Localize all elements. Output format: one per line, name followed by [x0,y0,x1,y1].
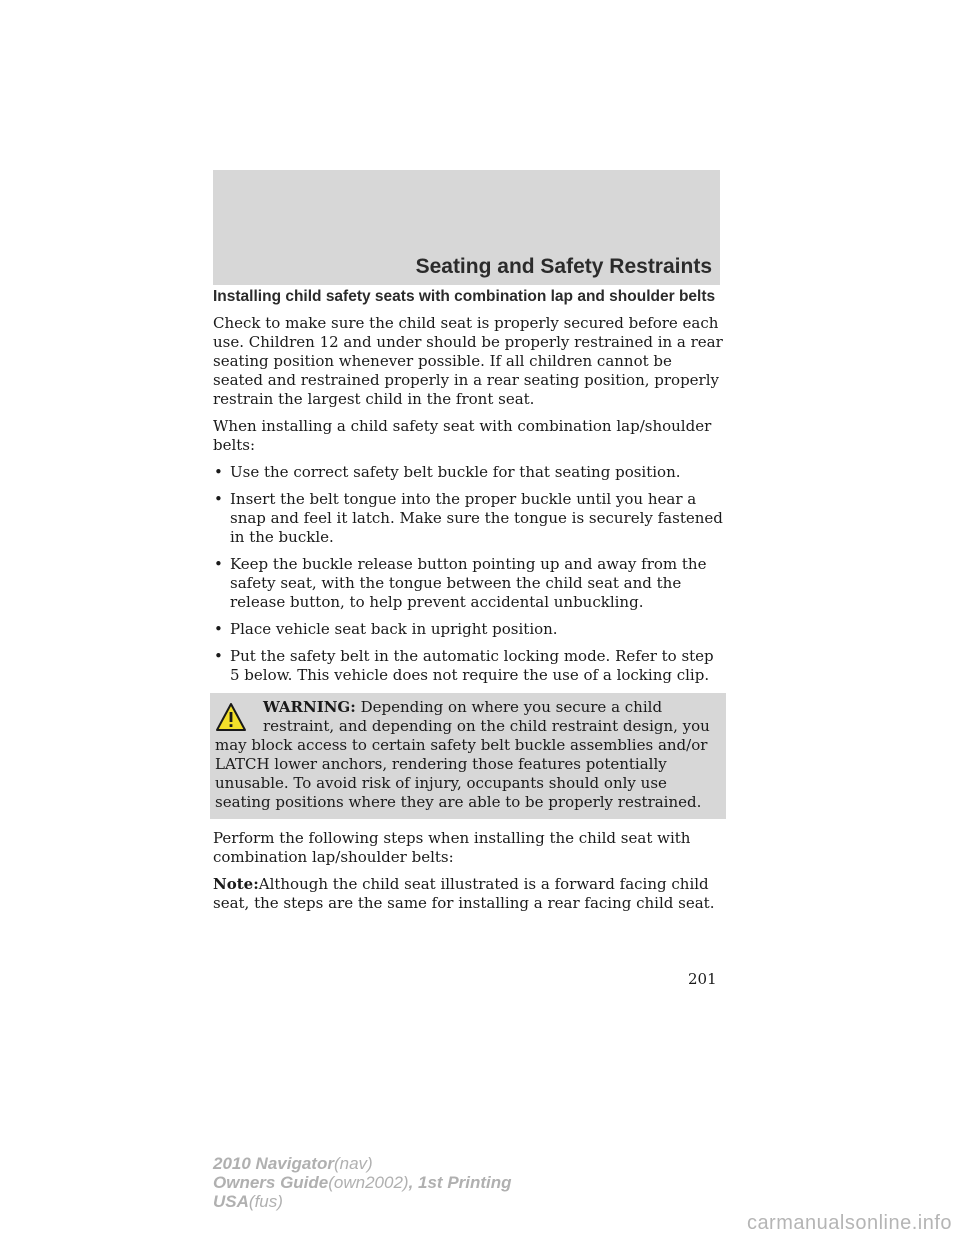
list-item [213,463,723,482]
list-item-text: Use the correct safety belt buckle for that seating position. [230,463,681,481]
footer-guide-code: (own2002) [328,1173,409,1192]
note-paragraph [213,875,723,913]
section-header-band [213,170,720,285]
bullet-icon: • [214,490,223,508]
print-footer [213,1154,512,1211]
page-content [213,287,723,921]
bullet-icon: • [214,555,223,573]
footer-region: USA [213,1192,249,1211]
installation-bullet-list [213,463,723,685]
footer-line-guide [213,1173,512,1192]
warning-label: WARNING: [263,698,356,716]
note-text: Although the child seat illustrated is a forward facing child seat, the steps are the same for installing a rear facing child seat. [213,875,715,912]
footer-line-model [213,1154,512,1173]
list-item-text: Keep the buckle release button pointing up and away from the safety seat, with the tongue between the child seat and the release button, to help prevent accidental unbuckling. [230,555,707,611]
section-heading: Installing child safety seats with combination lap and shoulder belts [213,288,716,305]
warning-text: Depending on where you secure a child restraint, and depending on the child restraint design, you may block access to certain safety belt buckle assemblies and/or LATCH lower anchors, rendering those features potentially unusable. To avoid risk of injury, occupants should only use seating positions where they are able to be properly restrained. [215,698,710,811]
list-item [213,490,723,547]
intro-paragraph: Check to make sure the child seat is properly secured before each use. Children 12 and under should be properly restrained in a rear seating position whenever possible. If all children cannot be seated and restrained properly in a rear seating position, properly restrain the largest child in the front seat. [213,314,723,408]
note-label: Note: [213,875,259,893]
list-item-text: Place vehicle seat back in upright position. [230,620,558,638]
list-item-text: Put the safety belt in the automatic locking mode. Refer to step 5 below. This vehicle does not require the use of a locking clip. [230,647,714,684]
steps-intro-paragraph: Perform the following steps when installing the child seat with combination lap/shoulder belts: [213,829,691,866]
bullet-icon: • [214,463,223,481]
bullet-icon: • [214,620,223,638]
list-item [213,620,723,639]
list-intro-paragraph: When installing a child safety seat with combination lap/shoulder belts: [213,417,712,454]
bullet-icon: • [214,647,223,665]
list-item-text: Insert the belt tongue into the proper buckle until you hear a snap and feel it latch. Make sure the tongue is securely fastened in the buckle. [230,490,723,546]
footer-model: 2010 Navigator [213,1154,334,1173]
section-title: Seating and Safety Restraints [415,255,712,278]
warning-box [210,693,726,819]
page-number: 201 [688,970,717,988]
footer-region-code: (fus) [248,1192,283,1211]
footer-guide: Owners Guide [213,1173,329,1192]
footer-printing: , 1st Printing [408,1173,512,1192]
warning-triangle-icon [215,702,247,732]
list-item [213,555,723,612]
watermark: carmanualsonline.info [746,1212,952,1234]
footer-line-region [213,1192,512,1211]
footer-model-code: (nav) [333,1154,373,1173]
list-item [213,647,723,685]
